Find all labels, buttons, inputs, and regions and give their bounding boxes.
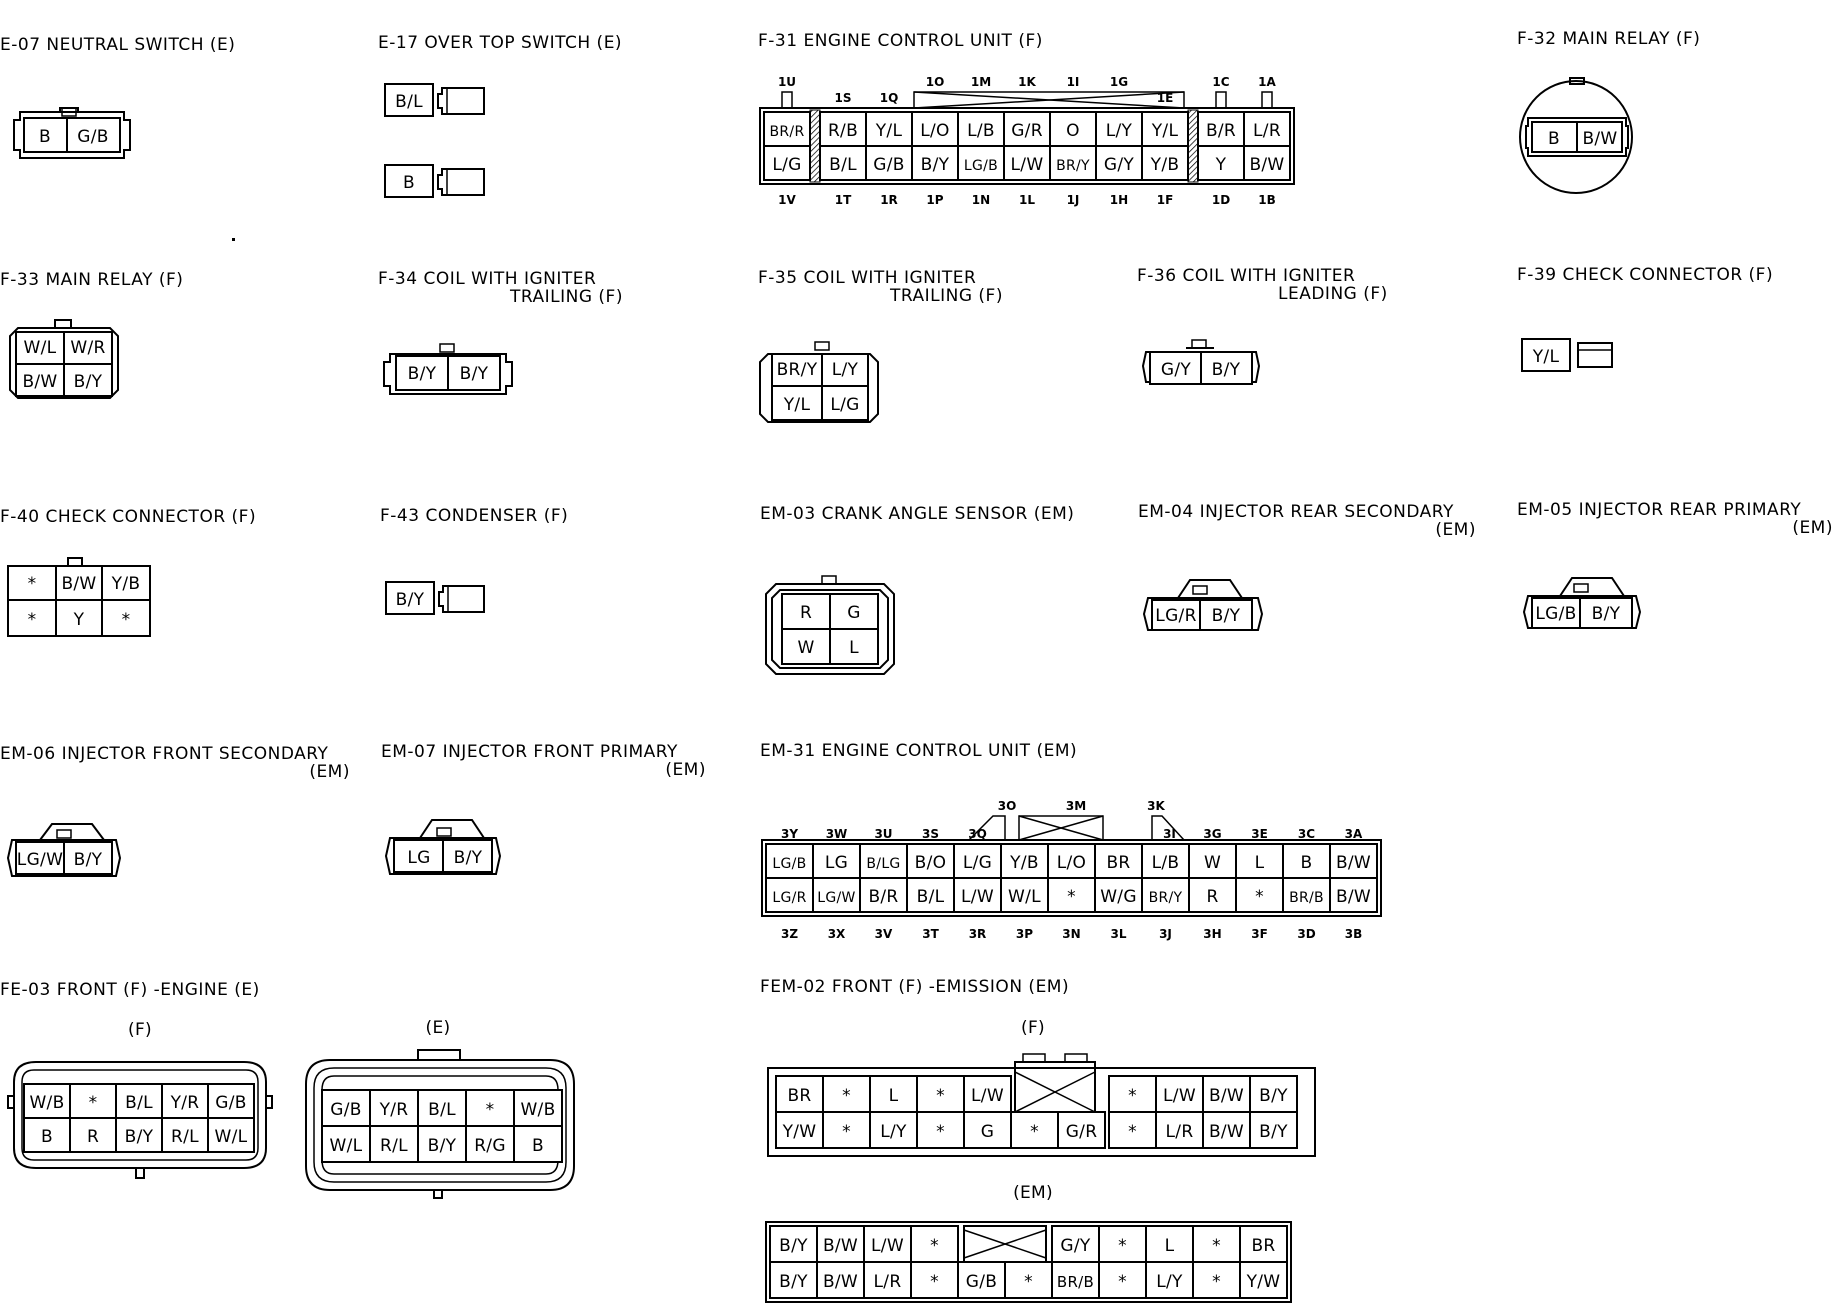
pin-label: B/LG — [866, 856, 901, 872]
pin-label: L/Y — [1156, 1272, 1183, 1292]
pin-number: 1N — [971, 193, 991, 207]
pin-label: L/O — [1056, 853, 1087, 873]
latch-post — [1262, 92, 1272, 108]
pin-number: 3S — [922, 827, 939, 841]
pin-label: G/B — [873, 155, 905, 175]
pin-label: Y/R — [379, 1100, 409, 1120]
pin-label: LG/R — [1155, 606, 1197, 626]
connector-em07 — [381, 742, 706, 874]
pin-label: L/R — [873, 1272, 902, 1292]
pin-number: 3Y — [780, 827, 799, 841]
pin-label: B/W — [1582, 129, 1618, 149]
pin-label: G/R — [1065, 1122, 1098, 1142]
connector-title: F-36 COIL WITH IGNITER — [1137, 266, 1356, 286]
connector-f35 — [758, 268, 1003, 422]
pin-label: L/Y — [880, 1122, 907, 1142]
connector-title: E-07 NEUTRAL SWITCH (E) — [0, 35, 236, 55]
pin-label: L/G — [830, 395, 860, 415]
connector-title: F-34 COIL WITH IGNITER — [378, 269, 597, 289]
connector-subtitle: (EM) — [309, 762, 350, 782]
pin-number: 3H — [1203, 927, 1222, 941]
pin-label: G/Y — [1103, 155, 1135, 175]
connector-f40 — [0, 507, 256, 636]
pin-label: B/W — [1335, 853, 1372, 873]
pin-label: B/Y — [1259, 1086, 1288, 1106]
pin-label: L/W — [971, 1086, 1004, 1106]
pin-number: 1F — [1156, 193, 1174, 207]
connector-title: F-43 CONDENSER (F) — [380, 506, 569, 526]
pin-label: Y/L — [1151, 121, 1179, 141]
pin-label: B/Y — [427, 1136, 457, 1156]
pin-label: B/W — [822, 1236, 859, 1256]
pin-label: * — [485, 1100, 495, 1120]
pin-label: B/R — [868, 887, 899, 907]
pin-number: 1A — [1258, 75, 1276, 89]
pin-label: B — [39, 127, 51, 147]
pin-label: R/G — [474, 1136, 506, 1156]
pin-label: B/L — [428, 1100, 456, 1120]
pin-label: Y — [73, 610, 85, 630]
pin-label: G/B — [965, 1272, 998, 1292]
pin-label: Y/L — [783, 395, 811, 415]
pin-label: R — [799, 603, 813, 623]
pin-label: B — [532, 1136, 544, 1156]
pin-label: W/R — [70, 338, 106, 358]
pin-label: * — [1128, 1122, 1137, 1142]
latch-tab — [1065, 1054, 1087, 1062]
em31-pin-grid — [762, 799, 1381, 941]
latch-tab — [1023, 1054, 1045, 1062]
connector-title: EM-06 INJECTOR FRONT SECONDARY — [0, 744, 329, 764]
pin-label: BR — [1106, 853, 1131, 873]
pin-label: B/W — [1249, 155, 1285, 175]
connector-title: F-32 MAIN RELAY (F) — [1517, 29, 1701, 49]
pin-number: 1P — [926, 193, 944, 207]
pin-label: L/Y — [831, 360, 859, 380]
connector-title: EM-03 CRANK ANGLE SENSOR (EM) — [760, 504, 1075, 524]
pin-label: LG/W — [16, 850, 64, 870]
pin-number: 1T — [834, 193, 852, 207]
pin-label: G — [847, 603, 861, 623]
connector-subtitle: (EM) — [1435, 520, 1476, 540]
pin-number: 3U — [874, 827, 893, 841]
pin-label: * — [1212, 1272, 1221, 1292]
pin-label: L/G — [962, 853, 993, 873]
pin-number: 1D — [1211, 193, 1231, 207]
pin-label: W/L — [214, 1127, 248, 1147]
pin-number: 3G — [1203, 827, 1222, 841]
pin-label: G/R — [1011, 121, 1043, 141]
pin-label: W/L — [329, 1136, 363, 1156]
pin-label: B/L — [395, 92, 423, 112]
pin-label: R/L — [380, 1136, 408, 1156]
connector-title: FEM-02 FRONT (F) -EMISSION (EM) — [760, 977, 1070, 997]
connector-em31 — [760, 741, 1381, 941]
pin-number: 1B — [1258, 193, 1276, 207]
pin-label: L/Y — [1105, 121, 1133, 141]
connector-title: F-40 CHECK CONNECTOR (F) — [0, 507, 257, 527]
pin-label: BR/R — [769, 124, 805, 140]
pin-label: * — [930, 1272, 939, 1292]
pin-label: W — [797, 638, 815, 658]
connector-f43 — [380, 506, 568, 614]
pin-label: * — [930, 1236, 939, 1256]
pin-label: LG — [407, 848, 431, 868]
pin-label: L/W — [961, 887, 994, 907]
fem02-f-pin-grid — [768, 1054, 1315, 1156]
pin-label: BR/Y — [1148, 890, 1183, 906]
sub-label-f: (F) — [128, 1020, 152, 1040]
pin-label: B/Y — [395, 590, 425, 610]
sub-label-f: (F) — [1021, 1018, 1045, 1038]
pin-label: * — [1118, 1272, 1127, 1292]
connector-e17 — [378, 33, 622, 197]
pin-label: L/W — [871, 1236, 904, 1256]
pin-number: 3V — [874, 927, 893, 941]
latch-post — [1216, 92, 1226, 108]
pin-label: L — [1164, 1236, 1175, 1256]
sub-label-e: (E) — [425, 1018, 451, 1038]
pin-label: G/Y — [1060, 1236, 1091, 1256]
pin-number: 3O — [997, 799, 1017, 813]
connector-title: F-31 ENGINE CONTROL UNIT (F) — [758, 31, 1043, 51]
pin-label: L/W — [1163, 1086, 1196, 1106]
connector-subtitle: (EM) — [1792, 518, 1833, 538]
pin-label: B/Y — [779, 1272, 808, 1292]
pin-label: B/R — [1205, 121, 1237, 141]
connector-f31 — [758, 31, 1294, 207]
pin-label: BR/B — [1289, 890, 1324, 906]
pin-label: * — [1118, 1236, 1127, 1256]
pin-label: B/W — [1335, 887, 1372, 907]
pin-label: L — [888, 1086, 899, 1106]
connector-f36 — [1137, 266, 1388, 384]
pin-label: B/W — [61, 574, 97, 594]
pin-label: * — [1255, 887, 1264, 907]
pin-label: L/B — [967, 121, 995, 141]
pin-label: * — [27, 574, 37, 594]
pin-label: BR — [1251, 1236, 1276, 1256]
connector-title: FE-03 FRONT (F) -ENGINE (E) — [0, 980, 260, 1000]
pin-label: Y — [1215, 155, 1227, 175]
pin-label: B/W — [822, 1272, 859, 1292]
pin-label: B/L — [916, 887, 945, 907]
pin-label: W/B — [29, 1093, 65, 1113]
pin-label: B — [41, 1127, 53, 1147]
fe03-f-pin-grid — [24, 1084, 254, 1152]
pin-number: 1C — [1212, 75, 1230, 89]
pin-label: G/Y — [1160, 360, 1192, 380]
pin-number: 1S — [834, 91, 852, 105]
pin-number: 1Q — [879, 91, 899, 105]
pin-label: W/L — [1008, 887, 1041, 907]
pin-number: 3D — [1297, 927, 1316, 941]
connector-subtitle: LEADING (F) — [1278, 284, 1388, 304]
pin-label: Y/R — [170, 1093, 200, 1113]
pin-label: * — [27, 610, 37, 630]
hatch-separator — [1188, 110, 1198, 182]
latch-post — [782, 92, 792, 108]
pin-number: 1J — [1066, 193, 1080, 207]
pin-label: * — [842, 1086, 851, 1106]
connector-fe03 — [0, 980, 574, 1198]
connector-subtitle: TRAILING (F) — [890, 286, 1003, 306]
pin-label: L/R — [1165, 1122, 1194, 1142]
pin-label: Y/L — [1532, 347, 1560, 367]
pin-label: B/Y — [920, 155, 950, 175]
connector-fem02 — [760, 977, 1315, 1302]
pin-label: G/B — [330, 1100, 362, 1120]
pin-label: LG/B — [1535, 604, 1577, 624]
pin-label: BR/Y — [1056, 158, 1090, 174]
pin-label: LG/W — [817, 890, 856, 906]
pin-number: 3R — [968, 927, 987, 941]
pin-number: 3A — [1344, 827, 1363, 841]
pin-number: 3F — [1251, 927, 1268, 941]
pin-label: LG — [824, 853, 849, 873]
pin-label: L — [1254, 853, 1265, 873]
pin-number: 1U — [777, 75, 797, 89]
pin-label: B/L — [125, 1093, 153, 1113]
pin-label: Y/L — [875, 121, 903, 141]
pin-number: 3I — [1163, 827, 1176, 841]
connector-subtitle: (EM) — [665, 760, 706, 780]
stray-dot — [232, 238, 235, 241]
pin-label: W/G — [1100, 887, 1137, 907]
pin-label: O — [1066, 121, 1080, 141]
pin-label: G/B — [77, 127, 109, 147]
pin-number: 3K — [1147, 799, 1165, 813]
pin-label: BR/Y — [776, 360, 818, 380]
pin-number: 3C — [1297, 827, 1316, 841]
pin-label: L/B — [1151, 853, 1180, 873]
pin-label: G/B — [215, 1093, 247, 1113]
connector-em05 — [1517, 500, 1833, 628]
connector-f34 — [378, 269, 623, 394]
pin-label: R/L — [171, 1127, 199, 1147]
pin-label: R/B — [827, 121, 859, 141]
pin-number: 3Q — [968, 827, 987, 841]
pin-label: B/Y — [407, 364, 437, 384]
pin-label: * — [936, 1086, 945, 1106]
pin-label: LG/B — [963, 158, 999, 174]
connector-f32 — [1517, 29, 1700, 193]
pin-label: Y/W — [782, 1122, 817, 1142]
pin-number: 1M — [970, 75, 992, 89]
pin-number: 1H — [1109, 193, 1129, 207]
pin-label: LG/B — [772, 856, 807, 872]
connector-title: F-35 COIL WITH IGNITER — [758, 268, 977, 288]
pin-label: B/O — [914, 853, 947, 873]
pin-label: * — [1212, 1236, 1221, 1256]
pin-label: R — [1206, 887, 1219, 907]
pin-number: 3X — [827, 927, 846, 941]
pin-number: 3W — [825, 827, 848, 841]
pin-number: 1R — [880, 193, 898, 207]
pin-label: Y/B — [1010, 853, 1039, 873]
pin-number: 1L — [1019, 193, 1035, 207]
pin-label: B/W — [1208, 1122, 1245, 1142]
connector-f33 — [0, 270, 183, 398]
connector-title: EM-31 ENGINE CONTROL UNIT (EM) — [760, 741, 1078, 761]
pin-label: BR — [787, 1086, 812, 1106]
connector-em06 — [0, 744, 350, 876]
pin-number: 1K — [1018, 75, 1036, 89]
pin-label: B/Y — [1591, 604, 1621, 624]
pin-number: 1G — [1109, 75, 1129, 89]
connector-title: EM-07 INJECTOR FRONT PRIMARY — [381, 742, 678, 762]
lock-latch — [1015, 1062, 1095, 1112]
pin-label: B/Y — [1259, 1122, 1288, 1142]
pin-label: G — [980, 1122, 995, 1142]
pin-label: * — [1030, 1122, 1039, 1142]
pin-label: B/Y — [453, 848, 483, 868]
pin-label: L/W — [1010, 155, 1044, 175]
pin-label: Y/W — [1246, 1272, 1281, 1292]
pin-label: LG/R — [772, 890, 807, 906]
connector-em04 — [1138, 502, 1476, 630]
pin-number: 1O — [925, 75, 945, 89]
connector-title: EM-04 INJECTOR REAR SECONDARY — [1138, 502, 1454, 522]
pin-number: 3B — [1344, 927, 1363, 941]
pin-label: B/W — [1208, 1086, 1245, 1106]
pin-label: B/Y — [1211, 606, 1241, 626]
connector-title: EM-05 INJECTOR REAR PRIMARY — [1517, 500, 1802, 520]
pin-label: L/R — [1253, 121, 1281, 141]
pin-number: 3Z — [780, 927, 799, 941]
pin-label: Y/B — [111, 574, 141, 594]
hatch-separator — [810, 110, 820, 182]
pin-number: 1V — [778, 193, 796, 207]
connector-title: F-39 CHECK CONNECTOR (F) — [1517, 265, 1774, 285]
pin-number: 3L — [1110, 927, 1127, 941]
pin-label: B — [1548, 129, 1560, 149]
f31-pin-grid — [760, 75, 1294, 207]
pin-label: BR/B — [1056, 1273, 1095, 1291]
pin-number: 1E — [1156, 91, 1174, 105]
pin-number: 3M — [1065, 799, 1087, 813]
pin-label: L/G — [772, 155, 802, 175]
pin-label: * — [936, 1122, 945, 1142]
pin-label: B/Y — [779, 1236, 808, 1256]
connector-title: F-33 MAIN RELAY (F) — [0, 270, 184, 290]
pin-label: B — [403, 173, 415, 193]
pin-label: Y/B — [1150, 155, 1180, 175]
pin-label: B/Y — [73, 372, 103, 392]
fe03-e-pin-grid — [322, 1090, 562, 1162]
pin-number: 3E — [1251, 827, 1268, 841]
pin-label: B — [1300, 853, 1313, 873]
pin-label: * — [1067, 887, 1076, 907]
pin-label: R — [86, 1127, 100, 1147]
pin-number: 1I — [1066, 75, 1080, 89]
connector-subtitle: TRAILING (F) — [510, 287, 623, 307]
pin-label: * — [842, 1122, 851, 1142]
connector-e07 — [0, 35, 235, 158]
sub-label-em: (EM) — [1013, 1183, 1053, 1203]
pin-label: L/O — [920, 121, 950, 141]
pin-label: * — [121, 610, 131, 630]
pin-label: * — [88, 1093, 98, 1113]
pin-label: B/Y — [124, 1127, 154, 1147]
pin-number: 3J — [1159, 927, 1172, 941]
pin-label: L — [849, 638, 859, 658]
connector-em03 — [760, 504, 1074, 674]
pin-label: * — [1128, 1086, 1137, 1106]
pin-label: * — [1024, 1272, 1033, 1292]
pin-label: B/Y — [1211, 360, 1241, 380]
connector-f39 — [1517, 265, 1773, 371]
connector-title: E-17 OVER TOP SWITCH (E) — [378, 33, 623, 53]
pin-label: B/Y — [459, 364, 489, 384]
pin-number: 3T — [922, 927, 939, 941]
pin-label: B/Y — [73, 850, 103, 870]
fem02-em-pin-grid — [766, 1222, 1291, 1302]
pin-label: B/W — [22, 372, 58, 392]
pin-label: W/B — [520, 1100, 556, 1120]
pin-number: 3P — [1015, 927, 1034, 941]
pin-number: 3N — [1062, 927, 1081, 941]
pin-label: B/L — [829, 155, 857, 175]
pin-label: W — [1203, 853, 1222, 873]
pin-label: W/L — [23, 338, 57, 358]
